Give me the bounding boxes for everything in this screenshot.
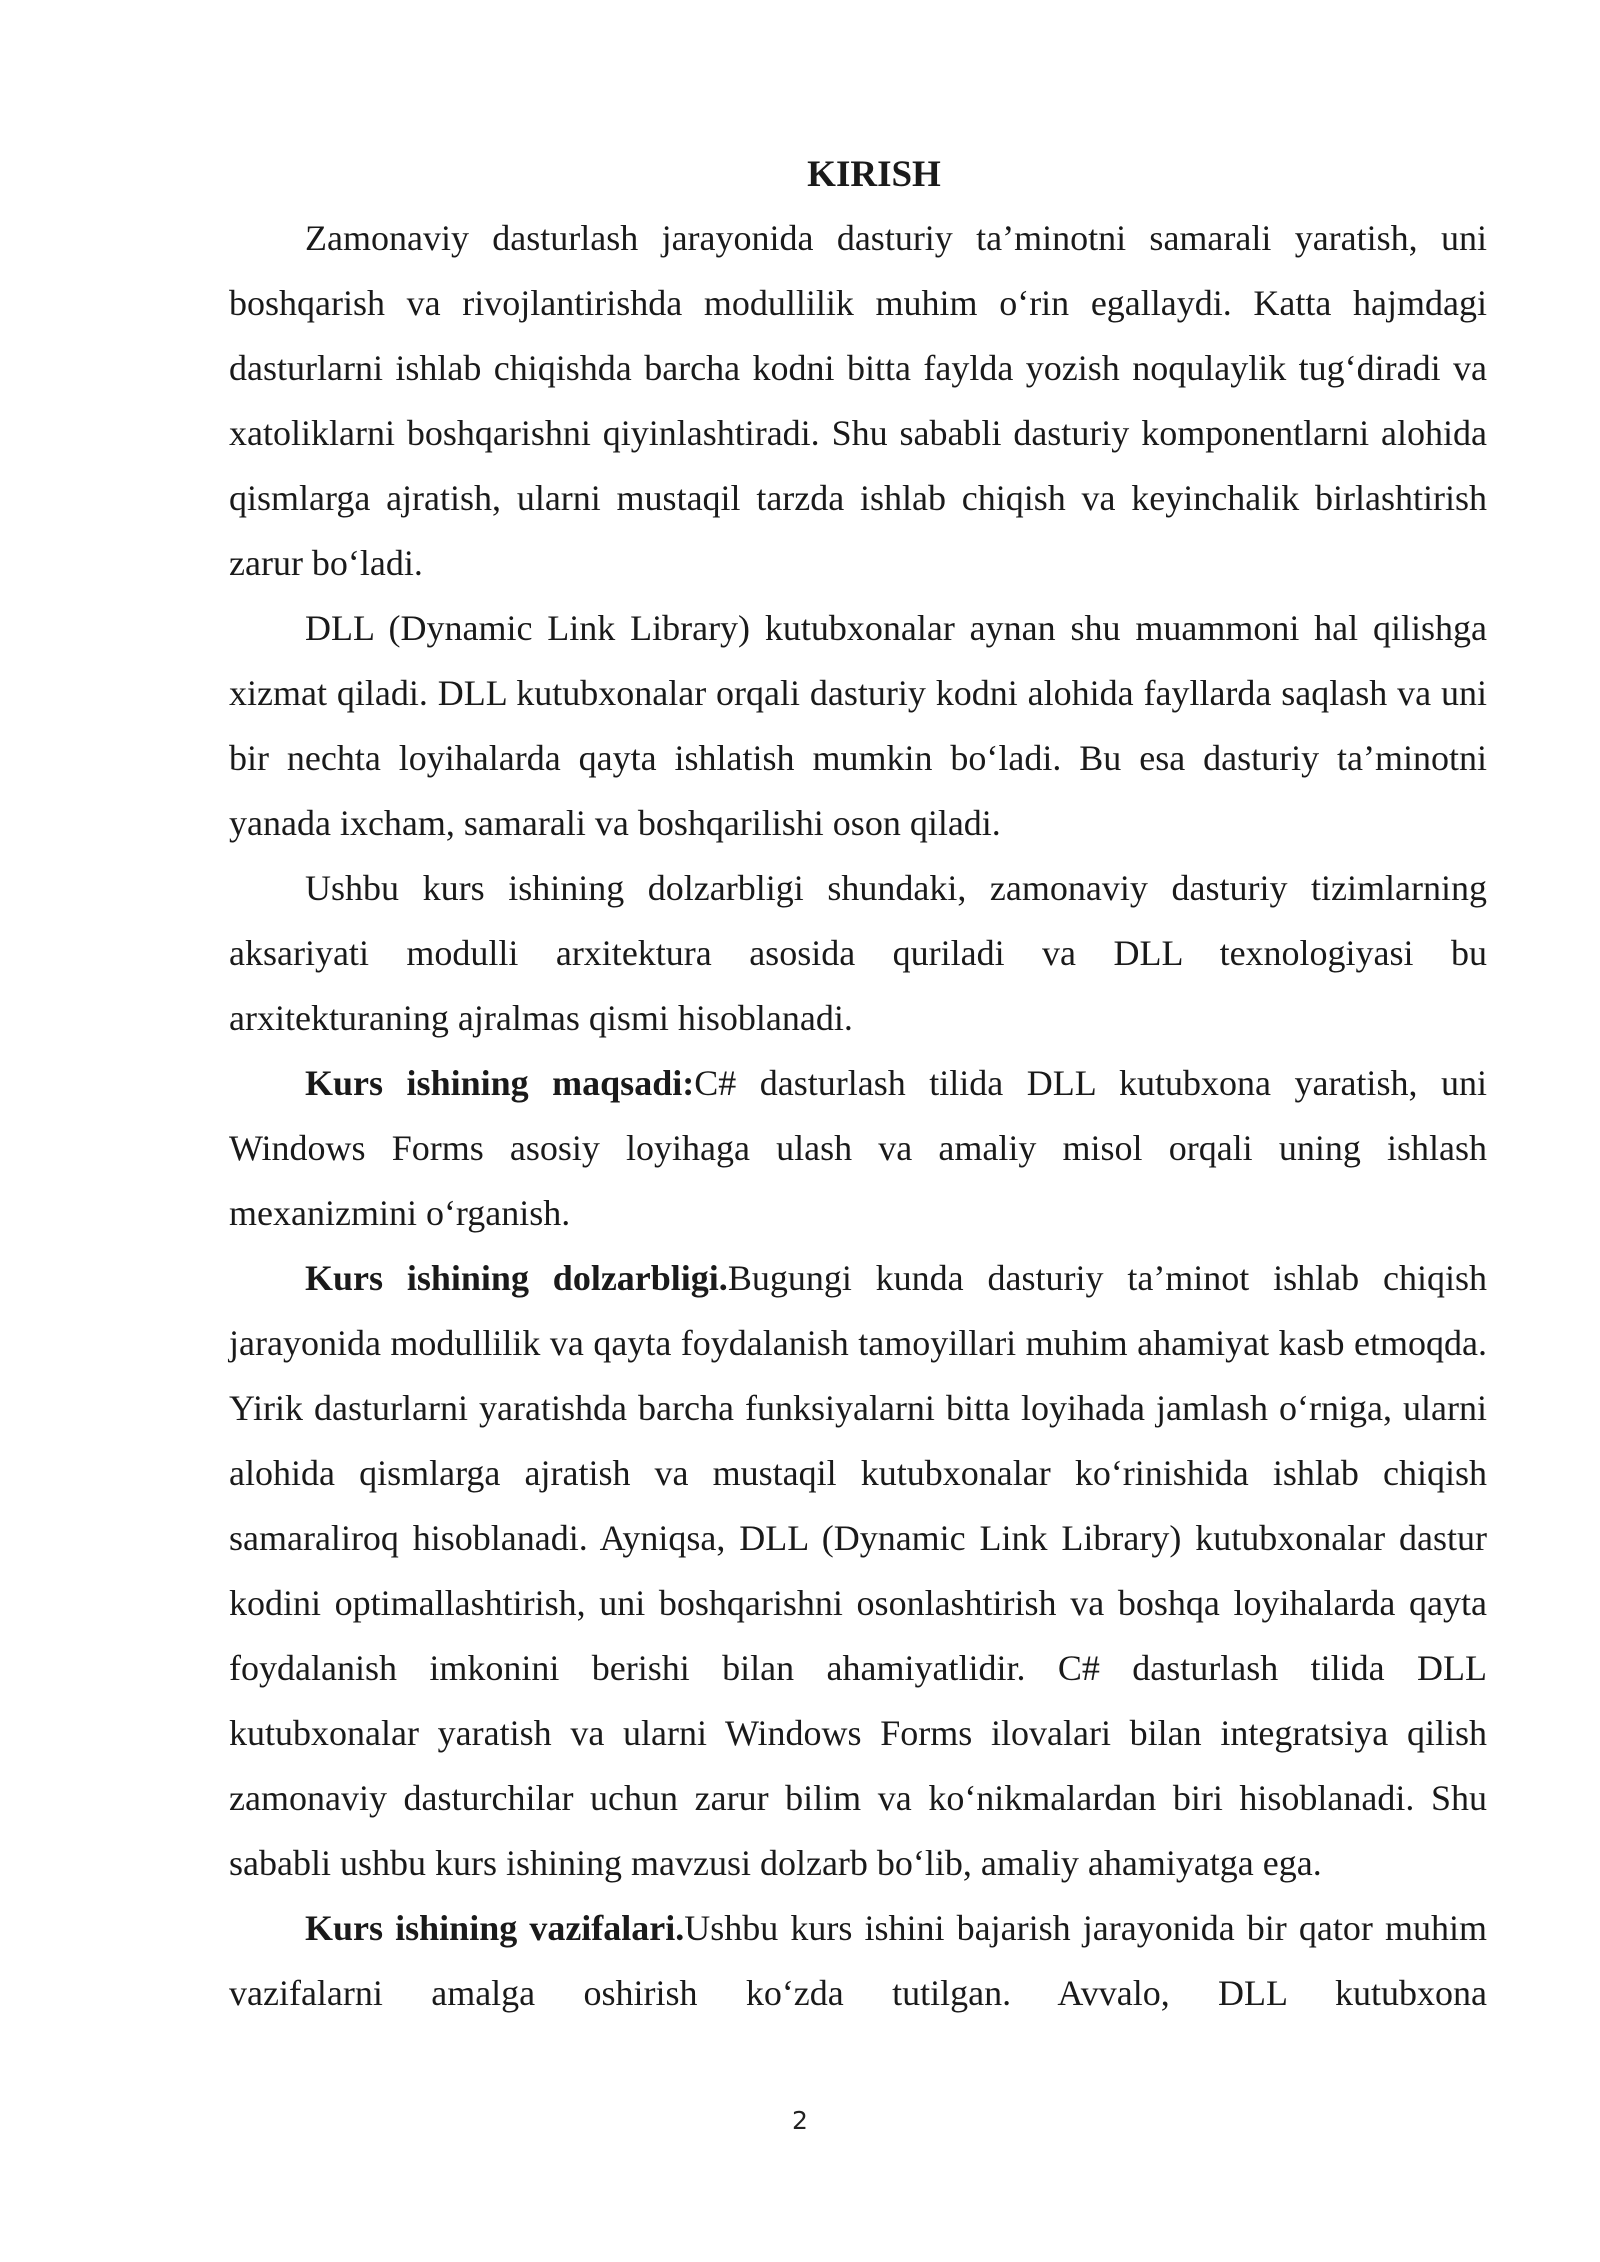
paragraph-text: DLL (Dynamic Link Library) kutubxonalar aynan shu muammoni hal qilishga xizmat qiladi. DLL kutubxonalar orqali dasturiy kodni alohida fayllarda saqlash va uni bir nechta loyihalarda qayta ishlatish mumkin bo‘ladi. Bu esa dasturiy ta’minotni yanada ixcham, samarali va boshqarilishi oson qiladi.: [229, 608, 1487, 843]
paragraph-lead-heading: Kurs ishining maqsadi:: [305, 1063, 695, 1103]
paragraph-text: C# dasturlash tilida DLL kutubxona yaratish, uni Windows Forms asosiy loyihaga ulash va amaliy misol orqali uning ishlash mexanizmini o‘rganish.: [229, 1063, 1487, 1233]
paragraph-relevance-intro: [229, 856, 1487, 1051]
page-title: KIRISH: [807, 154, 941, 195]
paragraph-text: Ushbu kurs ishini bajarish jarayonida bir qator muhim vazifalarni amalga oshirish ko‘zda tutilgan. Avvalo, DLL kutubxona: [229, 1908, 1488, 2013]
paragraph-relevance: [229, 1246, 1487, 1896]
paragraph-text: Zamonaviy dasturlash jarayonida dasturiy ta’minotni samarali yaratish, uni boshqarish va rivojlantirishda modullilik muhim o‘rin egallaydi. Katta hajmdagi dasturlarni ishlab chiqishda barcha kodni bitta faylda yozish noqulaylik tug‘diradi va xatoliklarni boshqarishni qiyinlashtiradi. Shu sababli dasturiy komponentlarni alohida qismlarga ajratish, ularni mustaqil tarzda ishlab chiqish va keyinchalik birlashtirish zarur bo‘ladi.: [229, 218, 1487, 583]
document-page: [229, 150, 1487, 2026]
paragraph-intro-modularity: [229, 206, 1487, 596]
paragraph-dll-purpose: [229, 596, 1487, 856]
paragraph-tasks: [229, 1896, 1487, 2026]
paragraph-goal: [229, 1051, 1487, 1246]
page-number: 2: [792, 2106, 808, 2135]
paragraph-text: Ushbu kurs ishining dolzarbligi shundaki, zamonaviy dasturiy tizimlarning aksariyati modulli arxitektura asosida quriladi va DLL texnologiyasi bu arxitekturaning ajralmas qismi hisoblanadi.: [229, 868, 1487, 1038]
paragraph-text: Bugungi kunda dasturiy ta’minot ishlab chiqish jarayonida modullilik va qayta foydalanish tamoyillari muhim ahamiyat kasb etmoqda. Yirik dasturlarni yaratishda barcha funksiyalarni bitta loyihada jamlash o‘rniga, ularni alohida qismlarga ajratish va mustaqil kutubxonalar ko‘rinishida ishlab chiqish samaraliroq hisoblanadi. Ayniqsa, DLL (Dynamic Link Library) kutubxonalar dastur kodini optimallashtirish, uni boshqarishni osonlashtirish va boshqa loyihalarda qayta foydalanish imkonini berishi bilan ahamiyatlidir. C# dasturlash tilida DLL kutubxonalar yaratish va ularni Windows Forms ilovalari bilan integratsiya qilish zamonaviy dasturchilar uchun zarur bilim va ko‘nikmalardan biri hisoblanadi. Shu sababli ushbu kurs ishining mavzusi dolzarb bo‘lib, amaliy ahamiyatga ega.: [229, 1258, 1487, 1883]
paragraph-lead-heading: Kurs ishining vazifalari.: [305, 1908, 685, 1948]
paragraph-lead-heading: Kurs ishining dolzarbligi.: [305, 1258, 728, 1298]
